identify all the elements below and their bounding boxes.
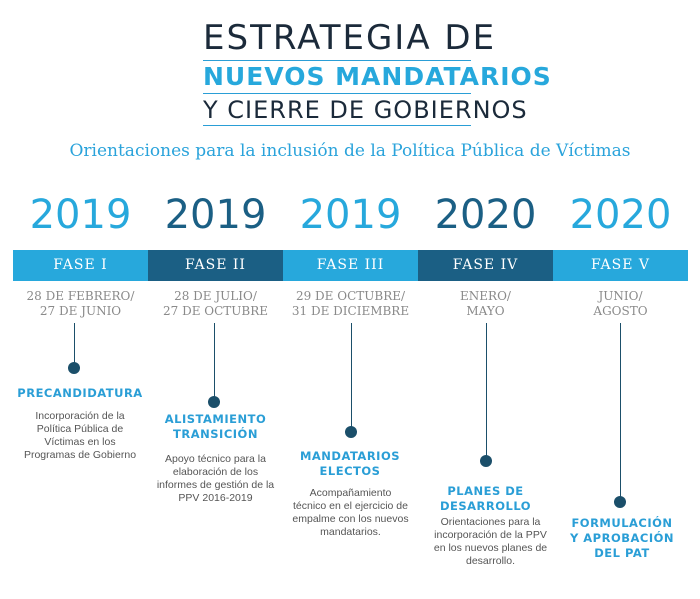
desc-line: elaboración de los [172, 466, 259, 478]
phase-5 [553, 0, 688, 599]
phase-bar: FASE III [283, 250, 418, 281]
phase-dates-line: 29 DE OCTUBRE/ [295, 289, 406, 303]
desc-line: técnico en el ejercicio de [293, 500, 408, 512]
desc-line: PPV 2016-2019 [178, 492, 253, 504]
desc-line: Política Pública de [36, 423, 124, 435]
milestone-label-line: Y APROBACIÓN [569, 531, 675, 545]
phase-2 [148, 0, 283, 599]
milestone-label-line: MANDATARIOS [299, 449, 401, 463]
phase-bar: FASE I [13, 250, 148, 281]
title-line-1: ESTRATEGIA DE [203, 18, 497, 58]
milestone-label-line: PRECANDIDATURA [17, 386, 143, 400]
phase-bar: FASE V [553, 250, 688, 281]
milestone-label-line: ALISTAMIENTO [164, 412, 267, 426]
milestone-connector [74, 323, 75, 365]
desc-line: en los nuevos planes de [433, 542, 548, 554]
desc-line: incorporación de la PPV [434, 529, 547, 541]
desc-line: empalme con los nuevos [292, 513, 409, 525]
title-line-3: Y CIERRE DE GOBIERNOS [203, 96, 528, 124]
phase-dates-line: 27 DE JUNIO [39, 304, 122, 318]
phase-dates-line: JUNIO/ [598, 289, 643, 303]
milestone-connector [620, 323, 621, 499]
subtitle: Orientaciones para la inclusión de la Política Pública de Víctimas [69, 141, 631, 161]
milestone-dot [208, 396, 220, 408]
desc-line: Programas de Gobierno [23, 449, 137, 461]
desc-line: Incorporación de la [35, 410, 125, 422]
phase-dates-line: 31 DE DICIEMBRE [291, 304, 410, 318]
milestone-description [278, 487, 423, 539]
milestone-dot [614, 496, 626, 508]
phase-dates-line: 28 DE JULIO/ [174, 289, 257, 303]
phase-dates-line: AGOSTO [593, 304, 648, 318]
desc-line: Acompañamiento [309, 487, 392, 499]
desc-line: Apoyo técnico para la [165, 453, 266, 465]
milestone-label [418, 484, 553, 514]
phase-bar: FASE II [148, 250, 283, 281]
phase-dates [148, 289, 283, 319]
milestone-description [10, 410, 150, 462]
milestone-connector [486, 323, 487, 459]
milestone-label [5, 386, 155, 401]
milestone-label [280, 449, 420, 479]
phase-dates-line: 27 DE OCTUBRE [162, 304, 269, 318]
milestone-label-line: FORMULACIÓN [571, 516, 673, 530]
phase-dates [13, 289, 148, 319]
phase-dates-line: MAYO [466, 304, 505, 318]
milestone-label-line: DESARROLLO [439, 499, 532, 513]
phase-year: 2020 [434, 192, 537, 238]
milestone-label-line: ELECTOS [319, 464, 381, 478]
desc-line: Víctimas en los [44, 436, 116, 448]
milestone-dot [345, 426, 357, 438]
milestone-label-line: TRANSICIÓN [173, 427, 258, 441]
desc-line: informes de gestión de la [156, 479, 275, 491]
phase-bar: FASE IV [418, 250, 553, 281]
phase-year: 2019 [299, 192, 402, 238]
phase-1 [13, 0, 148, 599]
phase-4 [418, 0, 553, 599]
phase-dates [553, 289, 688, 319]
phase-dates-line: 28 DE FEBRERO/ [26, 289, 135, 303]
phase-year: 2019 [164, 192, 267, 238]
milestone-connector [351, 323, 352, 429]
phase-year: 2019 [29, 192, 132, 238]
desc-line: mandatarios. [320, 526, 381, 538]
milestone-connector [214, 323, 215, 399]
title-line-2: NUEVOS MANDATARIOS [203, 62, 552, 91]
phase-dates-line: ENERO/ [460, 289, 511, 303]
phase-dates [418, 289, 553, 319]
milestone-description [418, 516, 563, 568]
phase-dates [283, 289, 418, 319]
phase-year: 2020 [569, 192, 672, 238]
desc-line: desarrollo. [465, 555, 516, 567]
milestone-label-line: DEL PAT [594, 546, 650, 560]
desc-line: Orientaciones para la [440, 516, 541, 528]
milestone-dot [480, 455, 492, 467]
milestone-label [556, 516, 688, 561]
milestone-label [143, 412, 288, 442]
milestone-description [143, 453, 288, 505]
phase-3 [283, 0, 418, 599]
milestone-label-line: PLANES DE [447, 484, 524, 498]
milestone-dot [68, 362, 80, 374]
